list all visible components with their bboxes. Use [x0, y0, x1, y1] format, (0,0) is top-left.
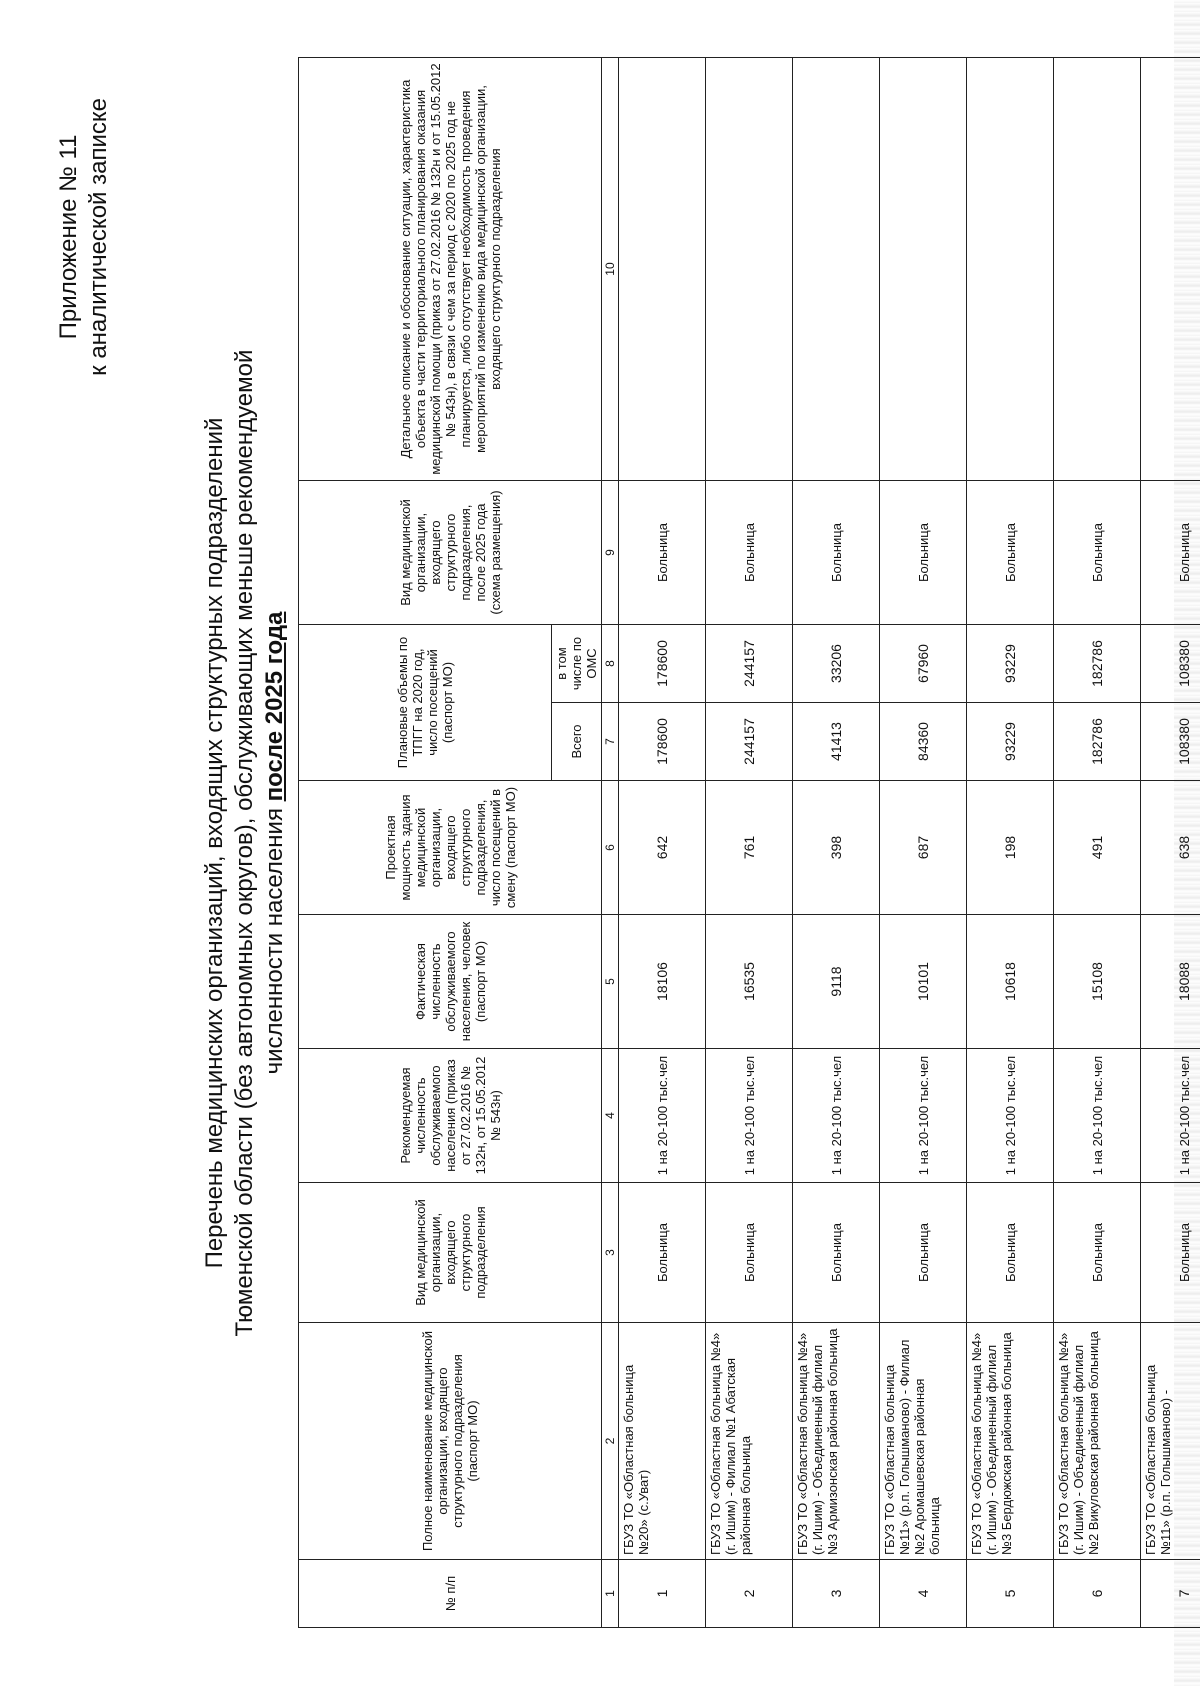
row-number: 4 — [880, 1560, 967, 1628]
recommended-population: 1 на 20-100 тыс.чел — [619, 1049, 706, 1183]
facility-name: ГБУЗ ТО «Областная больница №4» (г. Ишим) - Объединенный филиал №3 Армизонская районная больница — [793, 1323, 880, 1560]
facility-type: Больница — [880, 1183, 967, 1323]
recommended-population: 1 на 20-100 тыс.чел — [880, 1049, 967, 1183]
table-row — [706, 58, 793, 1628]
table-row — [1054, 58, 1141, 1628]
situation-description — [880, 58, 967, 481]
type-after-2025: Больница — [793, 481, 880, 625]
title-emphasis: после 2025 года — [261, 611, 288, 802]
title-line-2: Тюменской области (без автономных округов), обслуживающих меньше рекомендуемой — [231, 349, 258, 1337]
facility-name: ГБУЗ ТО «Областная больница №4» (г. Ишим) - Объединенный филиал №3 Бердюжская районная больница — [967, 1323, 1054, 1560]
table-row — [1141, 58, 1200, 1628]
situation-description — [1054, 58, 1141, 481]
recommended-population: 1 на 20-100 тыс.чел — [1054, 1049, 1141, 1183]
planned-oms: 33206 — [793, 625, 880, 703]
table-row — [619, 58, 706, 1628]
recommended-population: 1 на 20-100 тыс.чел — [793, 1049, 880, 1183]
facility-type: Больница — [967, 1183, 1054, 1323]
row-number: 6 — [1054, 1560, 1141, 1628]
facility-name: ГБУЗ ТО «Областная больница №11» (р.п. Голышманово) - — [1141, 1323, 1200, 1560]
column-number: 9 — [602, 481, 619, 625]
actual-population: 18088 — [1141, 915, 1200, 1049]
column-number: 10 — [602, 58, 619, 481]
actual-population: 16535 — [706, 915, 793, 1049]
column-number: 8 — [602, 625, 619, 703]
facilities-table — [298, 57, 1200, 1628]
planned-oms: 244157 — [706, 625, 793, 703]
header-type-after-2025: Вид медицинской организации, входящего структурного подразделения, после 2025 года (схема размещения) — [299, 481, 602, 625]
row-number: 3 — [793, 1560, 880, 1628]
header-total: Всего — [552, 703, 602, 781]
planned-oms: 178600 — [619, 625, 706, 703]
actual-population: 10618 — [967, 915, 1054, 1049]
title-line-3-prefix: численности населения — [261, 808, 288, 1075]
header-number: № п/п — [299, 1560, 602, 1628]
facility-name: ГБУЗ ТО «Областная больница №20» (с.Уват) — [619, 1323, 706, 1560]
planned-total: 93229 — [967, 703, 1054, 781]
table-row — [880, 58, 967, 1628]
type-after-2025: Больница — [967, 481, 1054, 625]
planned-oms: 93229 — [967, 625, 1054, 703]
header-recommended-population: Рекомендуемая численность обслуживаемого населения (приказ от 27.02.2016 № 132н, от 15.05.2012 № 543н) — [299, 1049, 602, 1183]
planned-total: 84360 — [880, 703, 967, 781]
situation-description — [619, 58, 706, 481]
header-actual-population: Фактическая численность обслуживаемого населения, человек (паспорт МО) — [299, 915, 602, 1049]
planned-oms: 182786 — [1054, 625, 1141, 703]
row-number: 1 — [619, 1560, 706, 1628]
table-header-row — [299, 58, 552, 1628]
design-capacity: 687 — [880, 781, 967, 915]
title-line-1: Перечень медицинских организаций, входящих структурных подразделений — [201, 417, 228, 1269]
planned-total: 108380 — [1141, 703, 1200, 781]
table-row — [793, 58, 880, 1628]
actual-population: 18106 — [619, 915, 706, 1049]
recommended-population: 1 на 20-100 тыс.чел — [967, 1049, 1054, 1183]
title-line-3 — [260, 178, 290, 1508]
design-capacity: 398 — [793, 781, 880, 915]
table-row — [967, 58, 1054, 1628]
planned-oms: 108380 — [1141, 625, 1200, 703]
type-after-2025: Больница — [1141, 481, 1200, 625]
facility-name: ГБУЗ ТО «Областная больница №11» (р.п. Голышманово) - Филиал №2 Аромашевская районная больница — [880, 1323, 967, 1560]
column-number: 5 — [602, 915, 619, 1049]
situation-description — [967, 58, 1054, 481]
facility-type: Больница — [1054, 1183, 1141, 1323]
column-number: 1 — [602, 1560, 619, 1628]
design-capacity: 761 — [706, 781, 793, 915]
recommended-population: 1 на 20-100 тыс.чел — [1141, 1049, 1200, 1183]
type-after-2025: Больница — [880, 481, 967, 625]
column-number: 7 — [602, 703, 619, 781]
appendix-line-2: к аналитической записке — [85, 98, 112, 376]
actual-population: 9118 — [793, 915, 880, 1049]
document-title — [200, 178, 290, 1508]
column-number: 6 — [602, 781, 619, 915]
column-number: 2 — [602, 1323, 619, 1560]
header-full-name: Полное наименование медицинской организации, входящего структурного подразделения (паспорт МО) — [299, 1323, 602, 1560]
facility-name: ГБУЗ ТО «Областная больница №4» (г. Ишим) - Филиал №1 Абатская районная больница — [706, 1323, 793, 1560]
facility-type: Больница — [793, 1183, 880, 1323]
design-capacity: 642 — [619, 781, 706, 915]
row-number: 2 — [706, 1560, 793, 1628]
design-capacity: 638 — [1141, 781, 1200, 915]
planned-total: 182786 — [1054, 703, 1141, 781]
recommended-population: 1 на 20-100 тыс.чел — [706, 1049, 793, 1183]
design-capacity: 198 — [967, 781, 1054, 915]
header-oms: в том числе по ОМС — [552, 625, 602, 703]
column-number-row — [602, 58, 619, 1628]
document-page — [40, 28, 1192, 1658]
type-after-2025: Больница — [706, 481, 793, 625]
design-capacity: 491 — [1054, 781, 1141, 915]
row-number: 5 — [967, 1560, 1054, 1628]
header-description: Детальное описание и обоснование ситуации, характеристика объекта в части территориального планирования оказания медицинской помощи (приказ от 27.02.2016 № 132н и от 15.05.2012 № 543н), в связи с чем за период с 2020 по 2025 год не планируется, либо отсутствует необходимость проведения мероприятий по изменению вида медицинской организации, входящего структурного подразделения — [299, 58, 602, 481]
planned-total: 178600 — [619, 703, 706, 781]
actual-population: 15108 — [1054, 915, 1141, 1049]
header-org-type: Вид медицинской организации, входящего структурного подразделения — [299, 1183, 602, 1323]
appendix-heading — [54, 98, 114, 376]
facility-type: Больница — [706, 1183, 793, 1323]
type-after-2025: Больница — [1054, 481, 1141, 625]
row-number: 7 — [1141, 1560, 1200, 1628]
appendix-line-1: Приложение № 11 — [55, 134, 82, 340]
header-planned-volumes: Плановые объемы по ТПГГ на 2020 год, число посещений (паспорт МО) — [299, 625, 552, 781]
situation-description — [793, 58, 880, 481]
situation-description — [1141, 58, 1200, 481]
column-number: 3 — [602, 1183, 619, 1323]
planned-oms: 67960 — [880, 625, 967, 703]
type-after-2025: Больница — [619, 481, 706, 625]
actual-population: 10101 — [880, 915, 967, 1049]
facility-type: Больница — [1141, 1183, 1200, 1323]
facility-type: Больница — [619, 1183, 706, 1323]
situation-description — [706, 58, 793, 481]
header-design-capacity: Проектная мощность здания медицинской организации, входящего структурного подразделения, число посещений в смену (паспорт МО) — [299, 781, 602, 915]
planned-total: 41413 — [793, 703, 880, 781]
facility-name: ГБУЗ ТО «Областная больница №4» (г. Ишим) - Объединенный филиал №2 Викуловская районная больница — [1054, 1323, 1141, 1560]
column-number: 4 — [602, 1049, 619, 1183]
planned-total: 244157 — [706, 703, 793, 781]
